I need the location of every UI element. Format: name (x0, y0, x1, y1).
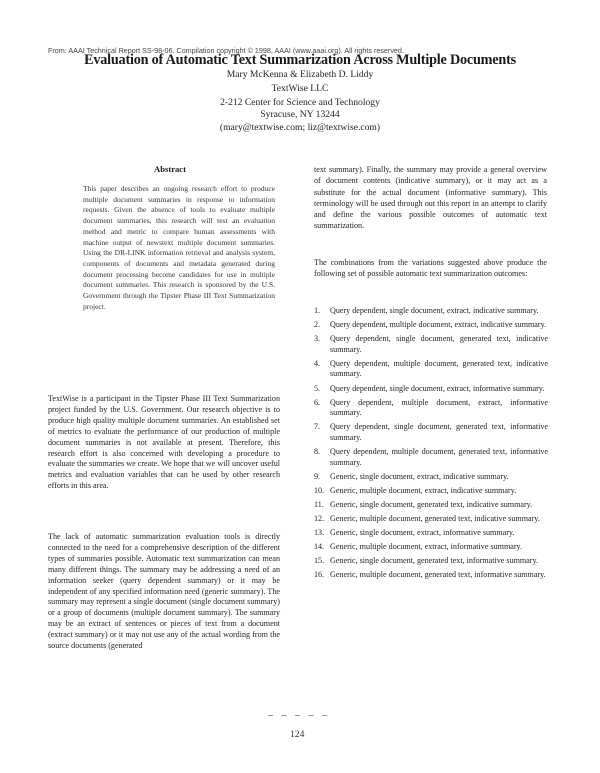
list-item-number: 7. (314, 422, 321, 432)
address-line-1: 2-212 Center for Science and Technology (220, 97, 380, 108)
list-item-text: Generic, multiple document, generated text, indicative summary. (330, 514, 540, 523)
list-item (314, 500, 548, 511)
outcomes-list (314, 306, 548, 584)
abstract-heading: Abstract (154, 164, 186, 174)
footer-dashes: – – – – – (268, 710, 330, 721)
body-paragraph-3: text summary). Finally, the summary may provide a general overview of document contents (indicative summary), or it may act as a substitute for the actual document (informative summary). This terminology will be used through out this report in an attempt to clarify and define the various possible outcomes of automatic text summarization. (314, 165, 547, 231)
list-item-number: 14. (314, 542, 325, 552)
body-paragraph-2: The lack of automatic summarization evaluation tools is directly connected to the need for a comprehensive description of the different types of summaries possible. Automatic text summarization can mean many different things. The summary may be addressing a need of an information seeker (query dependent summary) or it may be independent of any specified information need (generic summary). The summary may represent a single document (single document summary) or a group of documents (multiple document summary). The summary may be an extract of sentences or pieces of text from a document (extract summary) or it may not use any of the actual wording from the source documents (generated (48, 532, 280, 651)
list-item-number: 12. (314, 514, 325, 523)
list-item-text: Query dependent, multiple document, generated text, indicative summary. (330, 358, 548, 379)
list-item (314, 556, 548, 567)
list-item-number: 3. (314, 334, 321, 344)
paper-title: Evaluation of Automatic Text Summarization Across Multiple Documents (84, 52, 516, 68)
list-item (314, 542, 548, 553)
authors: Mary McKenna & Elizabeth D. Liddy (226, 69, 374, 80)
source-note: From: AAAI Technical Report SS-98-06. Compilation copyright © 1998, AAAI (www.aaai.org). All rights reserved. (48, 46, 404, 55)
list-item (314, 422, 548, 443)
list-item-number: 15. (314, 556, 325, 566)
list-item-text: Generic, multiple document, extract, indicative summary. (330, 485, 517, 495)
list-item (314, 334, 548, 355)
list-item-text: Query dependent, single document, extract, informative summary. (330, 383, 545, 393)
page-number: 124 (290, 729, 305, 740)
list-item-text: Generic, single document, extract, indicative summary. (330, 471, 509, 481)
list-item (314, 306, 548, 317)
list-item-text: Query dependent, multiple document, extract, informative summary. (330, 397, 548, 418)
list-item (314, 398, 548, 419)
list-item (314, 570, 548, 581)
list-item (314, 472, 548, 483)
body-paragraph-4: The combinations from the variations suggested above produce the following set of possible automatic text summarization outcomes: (314, 258, 547, 279)
list-item-number: 10. (314, 485, 325, 495)
list-item-number: 9. (314, 471, 321, 481)
list-item-text: Query dependent, single document, generated text, informative summary. (330, 422, 548, 442)
list-item-number: 2. (314, 320, 321, 330)
address-line-2: Syracuse, NY 13244 (260, 109, 340, 120)
list-item-text: Generic, single document, generated text, indicative summary. (330, 499, 533, 509)
abstract-text: This paper describes an ongoing research effort to produce multiple document summaries in response to information requests. Given the absence of tools to evaluate multiple document summaries, this research will test an evaluation method and metric to compare human assessments with machine output of newstext multiple document summaries. Using the DR-LINK information retrieval and analysis system, components of documents and metadata generated during document processing become candidates for use in multiple document summaries. This research is sponsored by the U.S. Government through the Tipster Phase III Text Summarization project. (83, 184, 275, 311)
list-item (314, 486, 548, 497)
list-item-number: 8. (314, 447, 321, 457)
list-item-text: Query dependent, multiple document, generated text, informative summary. (330, 447, 548, 467)
list-item-text: Generic, single document, extract, informative summary. (330, 528, 515, 538)
list-item-number: 13. (314, 528, 325, 538)
list-item-number: 1. (314, 306, 321, 315)
list-item (314, 320, 548, 331)
list-item-number: 11. (314, 499, 324, 509)
list-item-number: 6. (314, 397, 321, 407)
list-item-text: Query dependent, multiple document, extract, indicative summary. (330, 320, 547, 330)
list-item-text: Query dependent, single document, generated text, indicative summary. (330, 334, 548, 354)
list-item-text: Query dependent, single document, extract, indicative summary. (330, 306, 539, 315)
list-item (314, 359, 548, 380)
list-item-number: 16. (314, 570, 325, 580)
list-item (314, 514, 548, 525)
list-item-text: Generic, multiple document, extract, informative summary. (330, 542, 523, 552)
list-item-number: 4. (314, 358, 321, 368)
author-emails: (mary@textwise.com; liz@textwise.com) (219, 122, 381, 133)
body-paragraph-1: TextWise is a participant in the Tipster Phase III Text Summarization project funded by the U.S. Government. Our research objective is to produce high quality multiple document summaries. An established set of metrics to evaluate the performance of our production of multiple document summaries is not available at present. Therefore, this research effort is also concerned with developing a procedure to evaluate the summaries we create. We hope that we will uncover useful metrics and evaluation variables that can be used by other research efforts in this area. (48, 394, 280, 491)
list-item (314, 384, 548, 395)
list-item (314, 528, 548, 539)
list-item-text: Generic, multiple document, generated text, informative summary. (330, 570, 546, 580)
list-item-number: 5. (314, 383, 321, 393)
list-item-text: Generic, single document, generated text, informative summary. (330, 556, 539, 566)
list-item (314, 447, 548, 468)
organization: TextWise LLC (271, 83, 329, 94)
